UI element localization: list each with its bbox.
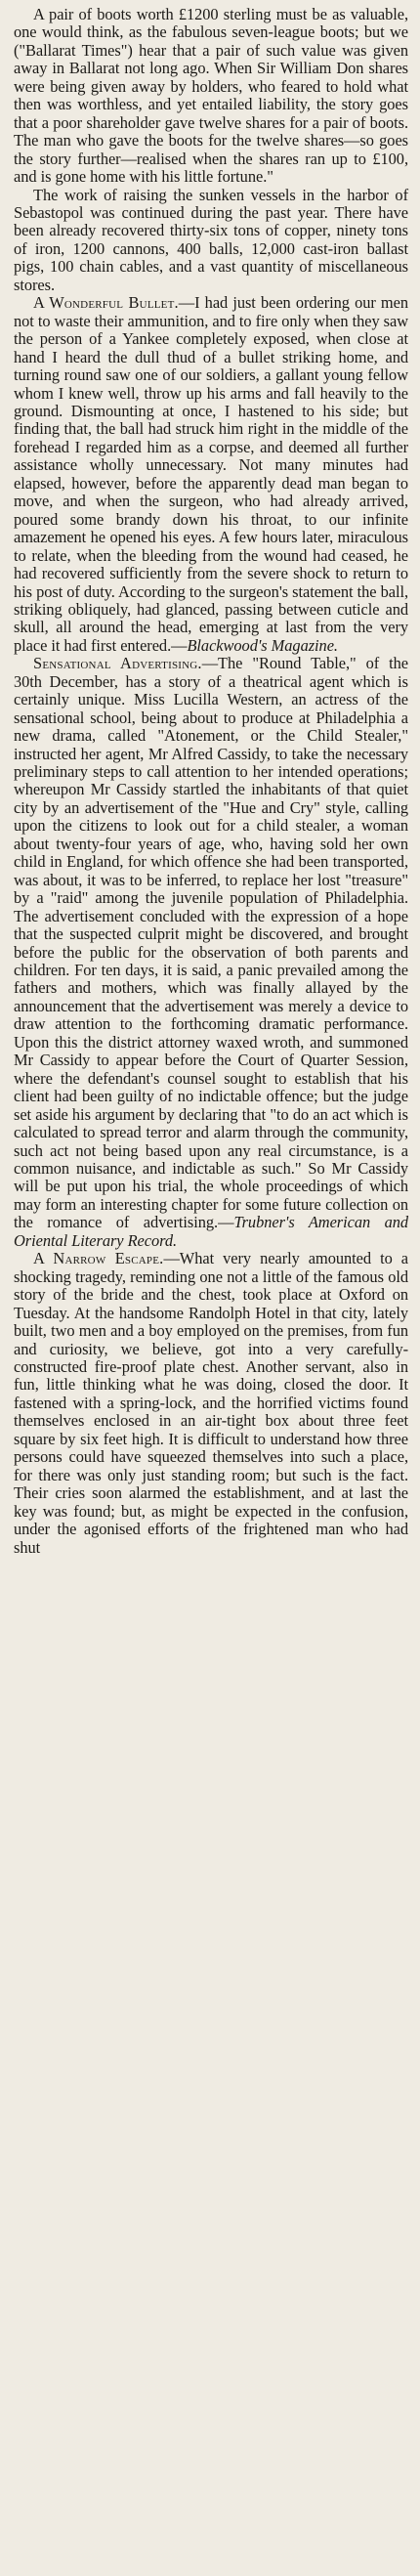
article-heading: Sensational Advertising. (33, 654, 202, 673)
article-sensational-advertising-body: —The "Round Table," of the 30th December, has a story of a theatrical agent which is certainly unique. Miss Lucilla Western, an actress of the sensational school, being about to produce at Philadelphia a new drama, called "Atonement, or the Child Stealer," instructed her agent, Mr Alfred Cassidy, to take the necessary preliminary steps to call attention to her intended operations; whereupon Mr Cassidy startled the inhabitants of that quiet city by an advertisement of the "Hue and Cry" style, calling upon the citizens to look out for a child stealer, a woman about twenty-four years of age, who, having sold her own child in England, for which offence she had been transported, was about, it was to be inferred, to replace her lost "treasure" by a "raid" among the juvenile population of Philadelphia. The advertisement concluded with the expression of a hope that the suspected culprit might be discovered, and brought before the public for the observation of both parents and children. For ten days, it is said, a panic prevailed among the fathers and mothers, which was finally allayed by the announcement that the advertisement was merely a device to draw attention to the forthcoming dramatic performance. Upon this the district attorney waxed wroth, and summoned Mr Cassidy to appear before the Court of Quarter Session, where the defendant's counsel sought to establish that his client had been guilty of no indictable offence; but the judge set aside his argument by declaring that "to do an act which is calculated to spread terror and alarm through the community, such act not being based upon any real circumstance, is a common nuisance, and indictable as such." So Mr Cassidy will be put upon his trial, the whole proceedings of which may form an interesting chapter for some future collection on the romance of advertising.— (14, 654, 408, 1232)
article-narrow-escape (14, 1250, 408, 1557)
article-boots-body: A pair of boots worth £1200 sterling must be as valuable, one would think, as the fabulous seven-league boots; but we ("Ballarat Times") hear that a pair of such value was given away in Ballarat not long ago. When Sir William Don shares were being given away by holders, who feared to hold what then was worthless, and yet entailed liability, the story goes that a poor shareholder gave twelve shares for a pair of boots. The man who gave the boots for the twelve shares—so goes the story further—realised when the shares ran up to £100, and is gone home with his little fortune." (14, 5, 408, 187)
article-boots (14, 6, 408, 187)
article-source: Trubner's American and Oriental Literary Record. (14, 1213, 409, 1250)
article-source: Blackwood's Magazine. (187, 635, 338, 655)
article-heading: A Narrow Escape. (33, 1249, 164, 1268)
article-sebastopol-body: The work of raising the sunken vessels in the harbor of Sebastopol was continued during the past year. There have been already recovered thirty-six tons of copper, ninety tons of iron, 1200 cannons, 400 balls, 12,000 cast-iron ballast pigs, 100 chain cables, and a vast quantity of miscellaneous stores. (14, 185, 408, 294)
article-narrow-escape-body: —What very nearly amounted to a shocking tragedy, reminding one not a little of the famous old story of the bride and the chest, took place at Oxford on Tuesday. At the handsome Randolph Hotel in that city, lately built, two men and a boy employed on the premises, from fun and curiosity, we believe, got into a very carefully-constructed fire-proof plate chest. Another servant, also in fun, little thinking what he was doing, closed the door. It fastened with a spring-lock, and the horrified victims found themselves enclosed in an air-tight box about three feet square by six feet high. It is difficult to understand how three persons could have squeezed themselves into such a place, for there was only just standing room; but such is the fact. Their cries soon alarmed the establishment, and at last the key was found; but, as might be expected in the confusion, under the agonised efforts of the frightened man who had shut (14, 1249, 409, 1557)
article-sensational-advertising (14, 655, 408, 1250)
article-wonderful-bullet (14, 294, 408, 655)
article-heading: A Wonderful Bullet. (33, 293, 179, 313)
article-wonderful-bullet-body: —I had just been ordering our men not to waste their ammunition, and to fire only when they saw the person of a Yankee completely exposed, when close at hand I heard the dull thud of a bullet striking home, and turning round saw one of our soldiers, a gallant young fellow whom I knew well, throw up his arms and fall heavily to the ground. Dismounting at once, I hastened to his side; but finding that, the ball had struck him right in the middle of the forehead I regarded him as a corpse, and deemed all further assistance wholly unnecessary. Not many minutes had elapsed, however, before the apparently dead man began to move, and when the surgeon, who had already arrived, poured some brandy down his throat, to our infinite amazement he opened his eyes. A few hours later, miraculous to relate, when the bleeding from the wound had ceased, he had recovered sufficiently from the severe shock to return to his post of duty. According to the surgeon's statement the ball, striking obliquely, had glanced, passing between cuticle and skull, all around the head, emerging at last from the very place it had first entered.— (14, 293, 408, 655)
article-sebastopol (14, 187, 408, 295)
